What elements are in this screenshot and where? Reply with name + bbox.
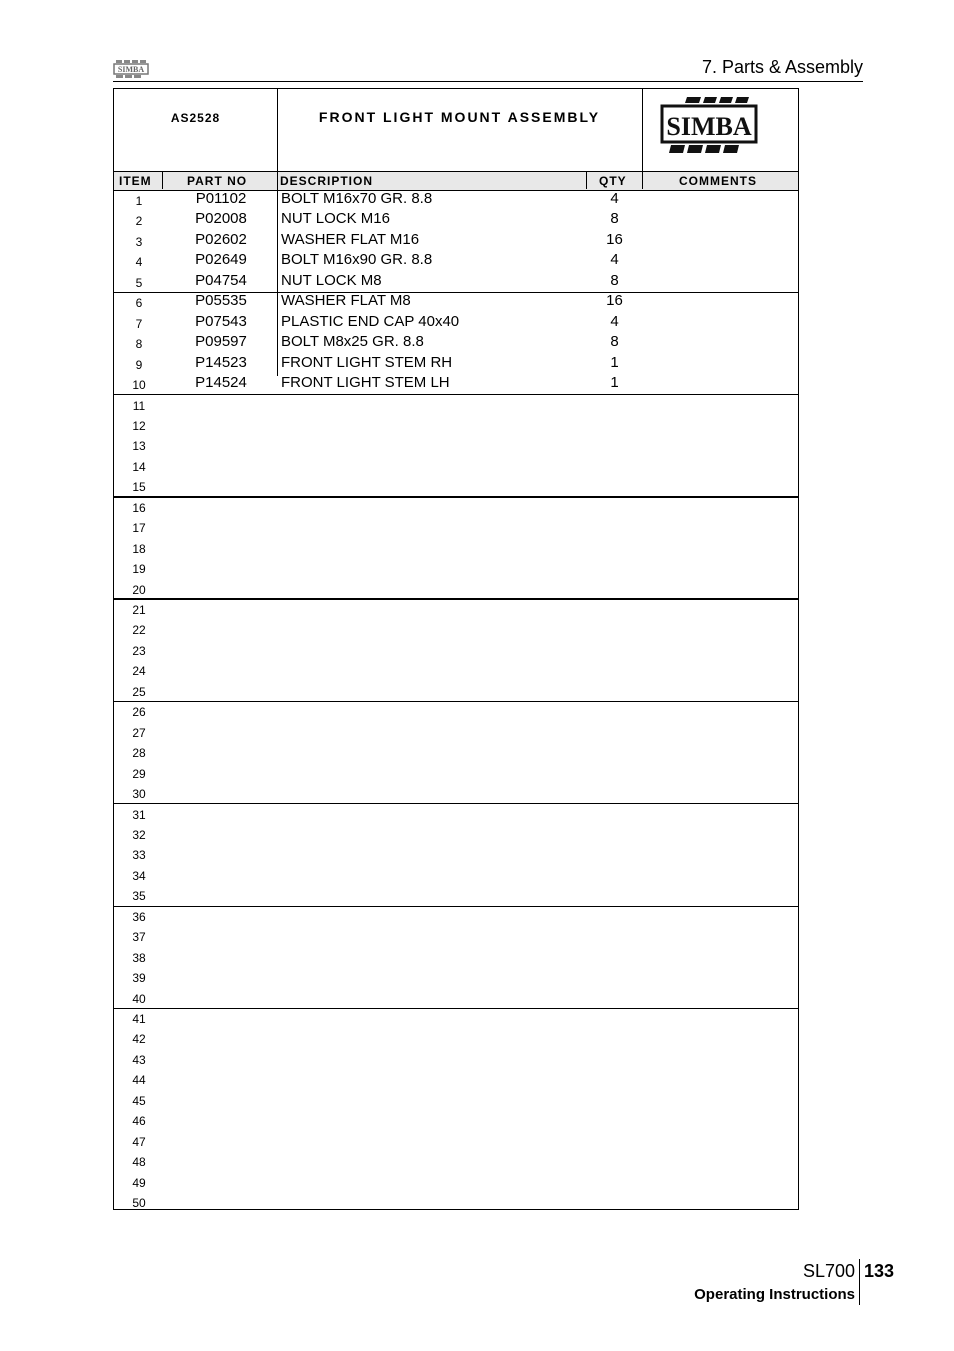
- part-number: P07543: [195, 312, 247, 330]
- table-row: [114, 558, 798, 578]
- item-number: 45: [132, 1093, 146, 1108]
- part-number: P02008: [195, 210, 247, 228]
- item-number: 6: [135, 296, 143, 311]
- table-row: [114, 1028, 798, 1048]
- col-qty: QTY: [599, 174, 627, 188]
- table-row: [114, 251, 798, 271]
- part-number: P02602: [195, 230, 247, 248]
- description: BOLT M8x25 GR. 8.8: [281, 333, 424, 351]
- item-number: 26: [132, 705, 146, 720]
- item-number: 40: [132, 991, 146, 1006]
- table-row: [114, 660, 798, 680]
- item-number: 9: [135, 357, 143, 372]
- quantity: 8: [610, 271, 619, 289]
- quantity: 4: [610, 190, 619, 207]
- item-number: 5: [135, 275, 143, 290]
- description: BOLT M16x70 GR. 8.8: [281, 190, 433, 207]
- header-divider: [162, 171, 163, 189]
- table-row: [114, 395, 798, 415]
- item-number: 12: [132, 418, 146, 433]
- table-row: [114, 619, 798, 639]
- table-row: [114, 1110, 798, 1130]
- item-number: 13: [132, 439, 146, 454]
- assembly-title: FRONT LIGHT MOUNT ASSEMBLY: [318, 109, 601, 125]
- item-number: 23: [132, 643, 146, 658]
- col-comments: COMMENTS: [679, 174, 757, 188]
- table-row: [114, 333, 798, 353]
- table-row: [114, 1090, 798, 1110]
- item-number: 18: [132, 541, 146, 556]
- table-row: [114, 1049, 798, 1069]
- footer-divider: [859, 1259, 860, 1305]
- table-row: [114, 824, 798, 844]
- item-number: 14: [132, 459, 146, 474]
- item-number: 35: [132, 889, 146, 904]
- table-row: [114, 538, 798, 558]
- table-row: [114, 272, 798, 292]
- quantity: 1: [610, 374, 619, 392]
- description: NUT LOCK M8: [281, 271, 382, 289]
- item-number: 47: [132, 1134, 146, 1149]
- table-row: [114, 1008, 798, 1028]
- part-number: P04754: [195, 271, 247, 289]
- quantity: 1: [610, 353, 619, 371]
- item-number: 22: [132, 623, 146, 638]
- header-divider: [642, 171, 643, 189]
- table-row: [114, 210, 798, 230]
- table-row: [114, 292, 798, 312]
- document-subtitle: Operating Instructions: [694, 1286, 855, 1303]
- table-row: [114, 988, 798, 1008]
- item-number: 42: [132, 1032, 146, 1047]
- table-row: [114, 456, 798, 476]
- item-number: 3: [135, 234, 143, 249]
- part-number: P02649: [195, 251, 247, 269]
- item-number: 41: [132, 1012, 146, 1026]
- col-description: DESCRIPTION: [280, 174, 374, 188]
- table-row: [114, 906, 798, 926]
- item-number: 1: [135, 194, 143, 208]
- item-number: 30: [132, 787, 146, 802]
- item-number: 33: [132, 848, 146, 863]
- item-number: 34: [132, 868, 146, 883]
- table-row: [114, 313, 798, 333]
- item-number: 20: [132, 582, 146, 597]
- part-number: P05535: [195, 292, 247, 310]
- table-row: [114, 967, 798, 987]
- item-number: 28: [132, 746, 146, 761]
- item-number: 31: [132, 807, 146, 822]
- item-number: 38: [132, 950, 146, 965]
- col-item: ITEM: [119, 174, 152, 188]
- simba-logo: [659, 95, 759, 159]
- table-row: [114, 947, 798, 967]
- title-divider: [642, 89, 643, 171]
- svg-text:SIMBA: SIMBA: [666, 112, 752, 141]
- table-row: [114, 354, 798, 374]
- item-number: 32: [132, 827, 146, 842]
- table-row: [114, 415, 798, 435]
- item-number: 43: [132, 1052, 146, 1067]
- quantity: 8: [610, 210, 619, 228]
- item-number: 24: [132, 664, 146, 679]
- part-number: P01102: [195, 190, 247, 207]
- item-number: 46: [132, 1114, 146, 1129]
- col-part-no: PART NO: [187, 174, 248, 188]
- table-row: [114, 844, 798, 864]
- description: FRONT LIGHT STEM RH: [281, 353, 453, 371]
- quantity: 4: [610, 251, 619, 269]
- table-row: [114, 435, 798, 455]
- item-number: 39: [132, 971, 146, 986]
- description: BOLT M16x90 GR. 8.8: [281, 251, 433, 269]
- item-number: 11: [132, 398, 146, 413]
- quantity: 4: [610, 312, 619, 330]
- header-rule: [113, 81, 863, 82]
- part-number: P14524: [195, 374, 247, 392]
- column-header-row: [114, 171, 798, 191]
- item-number: 21: [132, 603, 146, 617]
- table-row: [114, 1192, 798, 1212]
- quantity: 16: [606, 230, 623, 248]
- table-row: [114, 190, 798, 210]
- table-row: [114, 476, 798, 496]
- description: WASHER FLAT M16: [281, 230, 420, 248]
- quantity: 8: [610, 333, 619, 351]
- item-number: 36: [132, 909, 146, 924]
- table-row: [114, 701, 798, 721]
- table-row: [114, 1069, 798, 1089]
- description: NUT LOCK M16: [281, 210, 390, 228]
- table-row: [114, 804, 798, 824]
- item-number: 49: [132, 1175, 146, 1190]
- item-number: 25: [132, 684, 146, 699]
- item-number: 48: [132, 1155, 146, 1170]
- part-number: P09597: [195, 333, 247, 351]
- item-number: 17: [132, 521, 146, 536]
- table-row: [114, 231, 798, 251]
- table-row: [114, 517, 798, 537]
- table-row: [114, 763, 798, 783]
- item-number: 10: [132, 378, 146, 393]
- page-number: 133: [864, 1261, 895, 1281]
- item-number: 15: [132, 480, 146, 495]
- description: WASHER FLAT M8: [281, 292, 411, 310]
- table-row: [114, 783, 798, 803]
- table-row: [114, 722, 798, 742]
- table-row: [114, 640, 798, 660]
- item-number: 19: [132, 562, 146, 577]
- item-number: 50: [132, 1196, 146, 1211]
- item-number: 2: [135, 214, 143, 229]
- table-row: [114, 865, 798, 885]
- item-number: 16: [132, 500, 146, 515]
- item-number: 7: [135, 316, 143, 331]
- description: PLASTIC END CAP 40x40: [281, 312, 460, 330]
- table-row: [114, 579, 798, 599]
- table-row: [114, 681, 798, 701]
- simba-logo-small: [113, 58, 149, 80]
- svg-text:SIMBA: SIMBA: [117, 65, 145, 74]
- section-title: 7. Parts & Assembly: [701, 57, 863, 77]
- table-row: [114, 599, 798, 619]
- item-number: 29: [132, 766, 146, 781]
- table-row: [114, 1131, 798, 1151]
- table-row: [114, 497, 798, 517]
- header-divider: [586, 171, 587, 189]
- table-row: [114, 374, 798, 394]
- item-number: 27: [132, 725, 146, 740]
- quantity: 16: [606, 292, 623, 310]
- item-number: 37: [132, 930, 146, 945]
- table-row: [114, 1151, 798, 1171]
- part-number: P14523: [195, 353, 247, 371]
- table-row: [114, 742, 798, 762]
- model-name: SL700: [802, 1261, 855, 1281]
- item-number: 8: [135, 337, 143, 352]
- parts-list-sheet: [113, 88, 799, 1210]
- table-row: [114, 1172, 798, 1192]
- item-number: 44: [132, 1073, 146, 1088]
- assembly-code: AS2528: [170, 111, 221, 125]
- title-divider: [277, 89, 278, 171]
- table-row: [114, 885, 798, 905]
- item-number: 4: [135, 255, 143, 270]
- table-row: [114, 926, 798, 946]
- description: FRONT LIGHT STEM LH: [281, 374, 450, 392]
